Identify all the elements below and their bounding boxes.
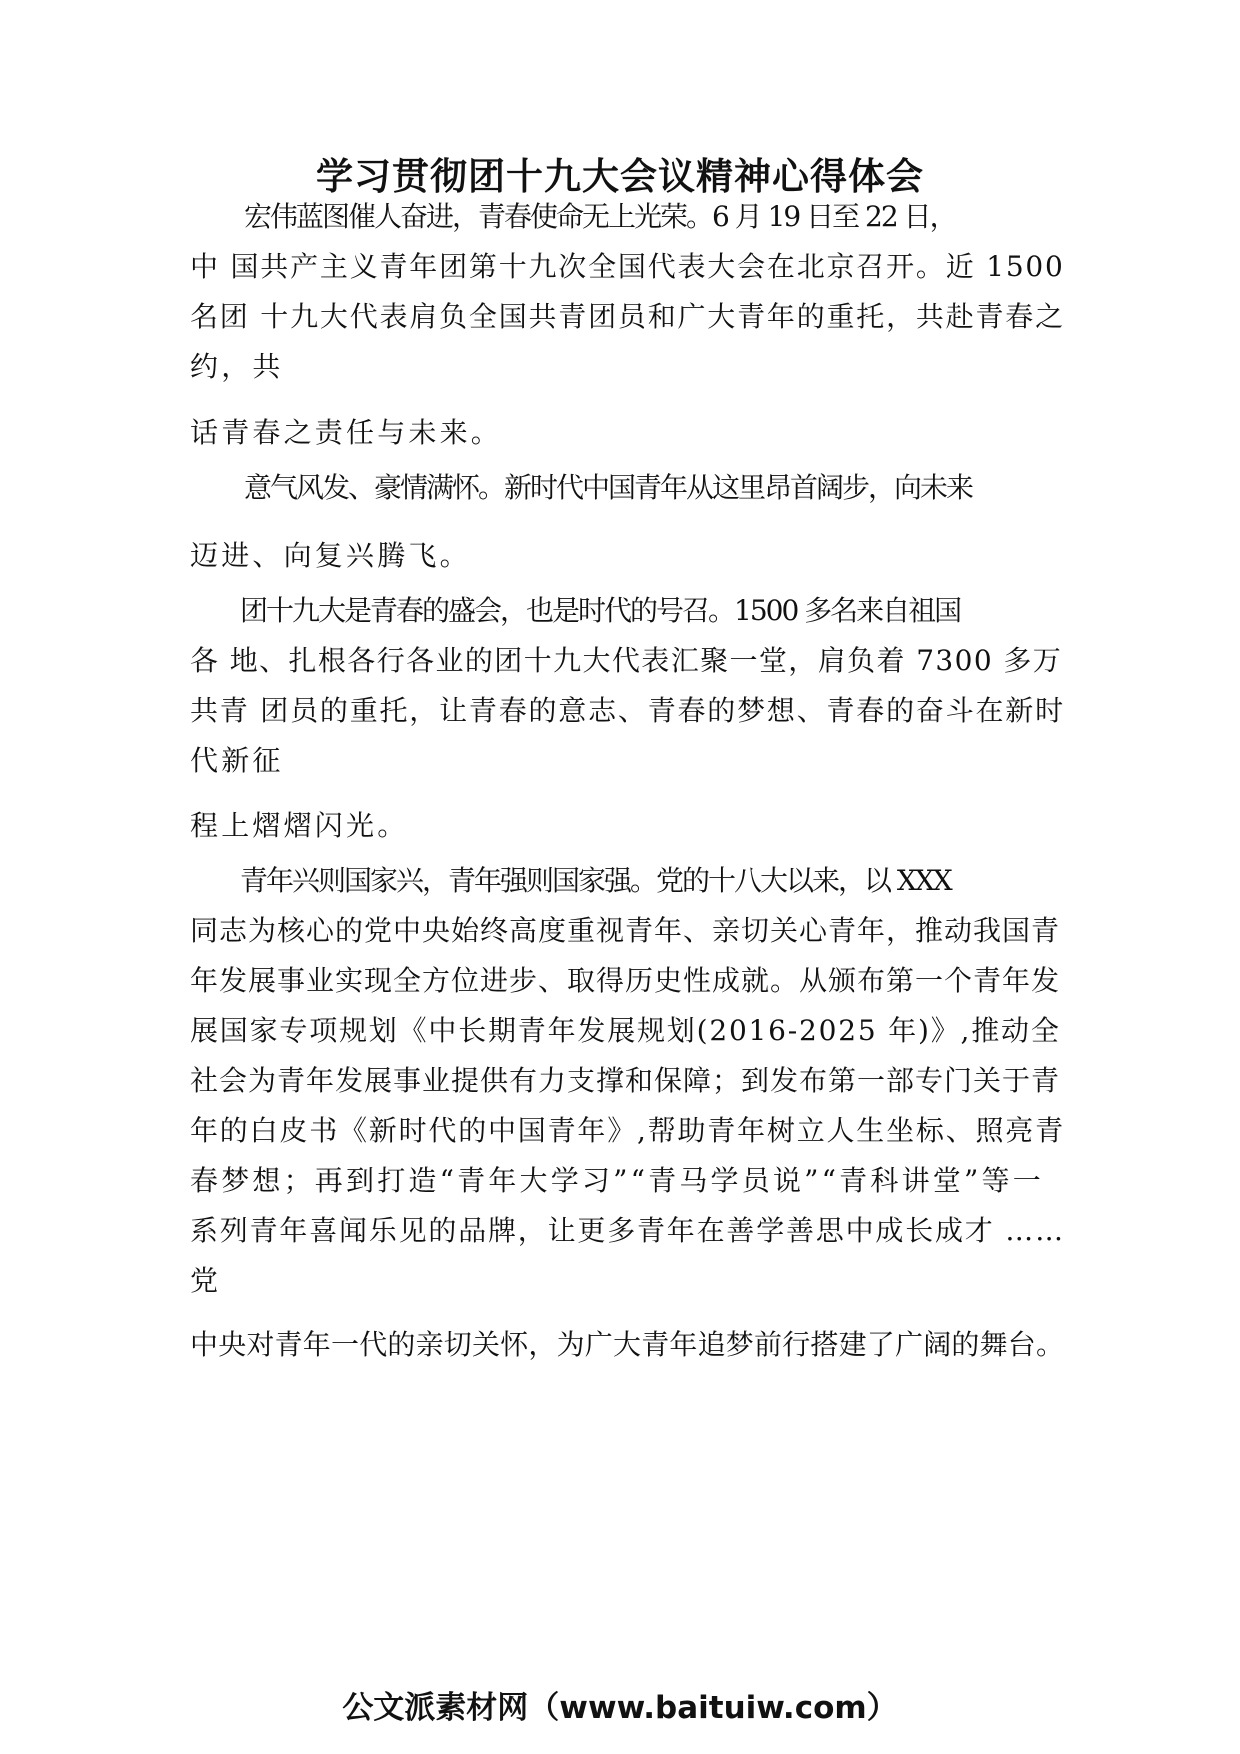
paragraph-line: 宏伟蓝图催人奋进，青春使命无上光荣。6 月 19 日至 22 日， xyxy=(244,200,956,233)
paragraph-line: 系列青年喜闻乐见的品牌，让更多青年在善学善思中成长成才 …… xyxy=(190,1214,1065,1247)
footer-watermark: 公文派素材网（www.baituiw.com） xyxy=(342,1690,898,1726)
paragraph-line: 团十九大是青春的盛会，也是时代的号召。1500 多名来自祖国 xyxy=(240,594,961,627)
paragraph-line: 展国家专项规划《中长期青年发展规划(2016-2025 年)》,推动全 xyxy=(190,1014,1061,1047)
paragraph-line: 代新征 xyxy=(190,744,284,777)
paragraph-line: 春梦想；再到打造“青年大学习”“青马学员说”“青科讲堂”等一 xyxy=(190,1164,1044,1197)
paragraph-line: 社会为青年发展事业提供有力支撑和保障；到发布第一部专门关于青 xyxy=(190,1064,1061,1097)
paragraph-line: 青年兴则国家兴，青年强则国家强。党的十八大以来，以 XXX xyxy=(240,864,951,897)
paragraph-line: 约，共 xyxy=(190,350,284,383)
paragraph-line: 中 国共产主义青年团第十九次全国代表大会在北京召开。近 1500 xyxy=(190,250,1065,283)
paragraph-line: 迈进、向复兴腾飞。 xyxy=(190,539,471,572)
document-title: 学习贯彻团十九大会议精神心得体会 xyxy=(316,155,924,198)
paragraph-line: 意气风发、豪情满怀。新时代中国青年从这里昂首阔步，向未来 xyxy=(244,471,973,504)
paragraph-line: 共青 团员的重托，让青春的意志、青春的梦想、青春的奋斗在新时 xyxy=(190,694,1065,727)
paragraph-line: 中央对青年一代的亲切关怀，为广大青年追梦前行搭建了广阔的舞台。 xyxy=(190,1328,1065,1361)
paragraph-line: 话青春之责任与未来。 xyxy=(190,416,503,449)
paragraph-line: 年的白皮书《新时代的中国青年》,帮助青年树立人生坐标、照亮青 xyxy=(190,1114,1065,1147)
paragraph-line: 名团 十九大代表肩负全国共青团员和广大青年的重托，共赴青春之 xyxy=(190,300,1065,333)
paragraph-line: 年发展事业实现全方位进步、取得历史性成就。从颁布第一个青年发 xyxy=(190,964,1061,997)
paragraph-line: 党 xyxy=(190,1264,222,1297)
paragraph-line: 同志为核心的党中央始终高度重视青年、亲切关心青年，推动我国青 xyxy=(190,914,1061,947)
paragraph-line: 各 地、扎根各行各业的团十九大代表汇聚一堂，肩负着 7300 多万 xyxy=(190,644,1063,677)
paragraph-line: 程上熠熠闪光。 xyxy=(190,809,409,842)
